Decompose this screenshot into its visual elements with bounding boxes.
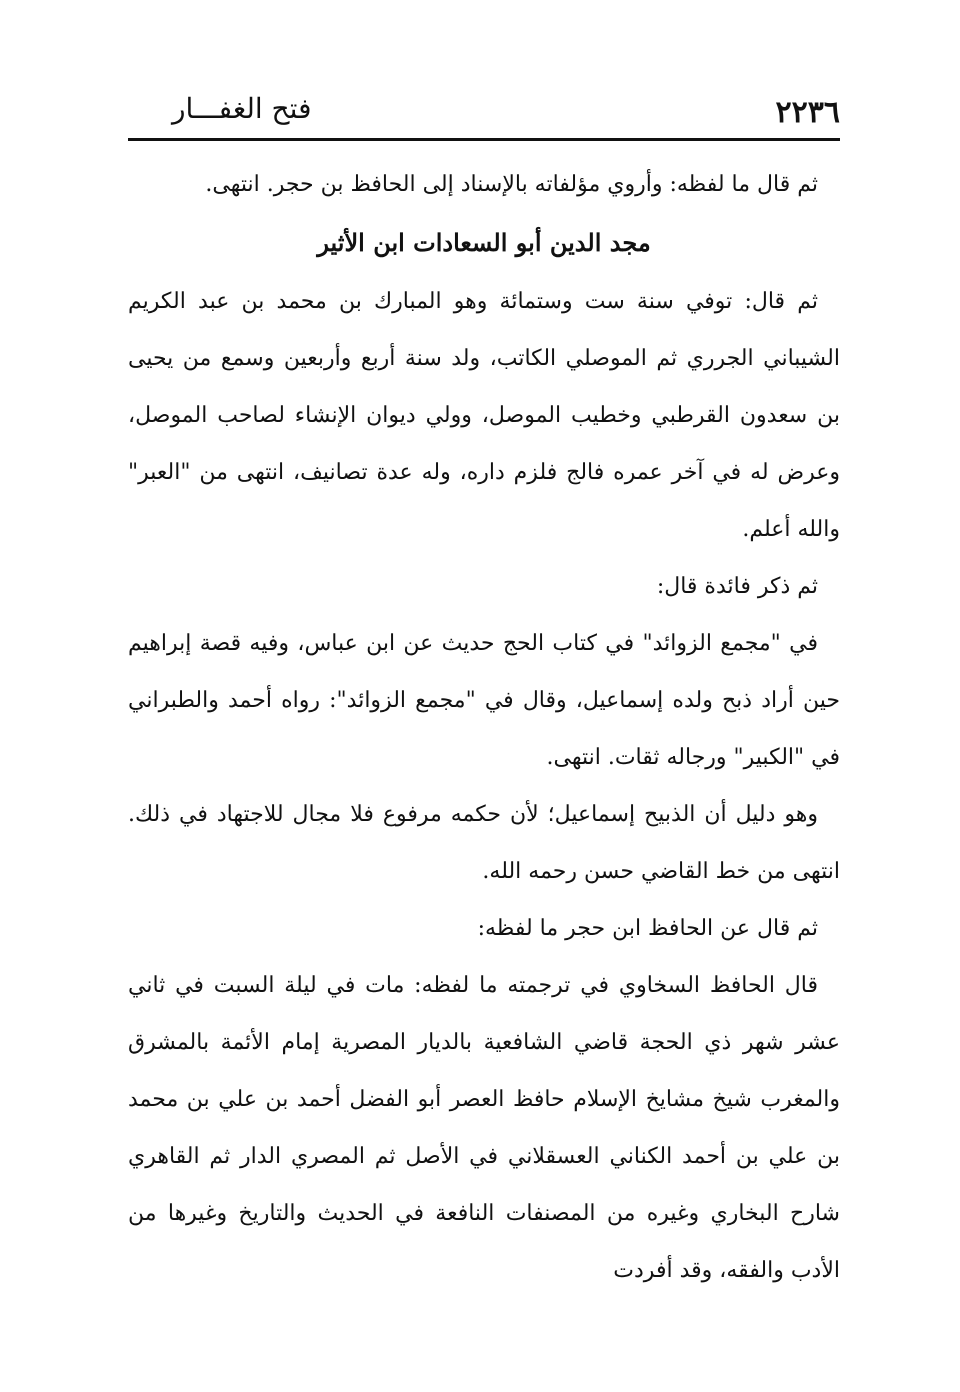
running-title: فتح الغفـــار bbox=[172, 92, 312, 125]
paragraph-sakhawi: قال الحافظ السخاوي في ترجمته ما لفظه: مات في ليلة السبت في ثاني عشر شهر ذي الحجة قاضي الشافعية بالديار المصرية إمام الأئمة بالمشرق والمغرب شيخ مشايخ الإسلام حافظ العصر أبو الفضل أحمد بن علي بن محمد بن علي بن أحمد الكناني العسقلاني في الأصل ثم المصري الدار ثم القاهري شارح البخاري وغيره من المصنفات النافعة في الحديث والتاريخ وغيرها من الأدب والفقه، وقد أفردت bbox=[128, 973, 840, 1283]
page-body bbox=[128, 156, 840, 1299]
page-number: ٢٢٣٦ bbox=[775, 95, 840, 130]
page-header bbox=[128, 92, 840, 134]
section-heading: مجد الدين أبو السعادات ابن الأثير bbox=[317, 228, 651, 257]
paragraph-majma: في "مجمع الزوائد" في كتاب الحج حديث عن ابن عباس، وفيه قصة إبراهيم حين أراد ذبح ولده إسماعيل، وقال في "مجمع الزوائد": رواه أحمد والطبراني في "الكبير" ورجاله ثقات. انتهى. bbox=[128, 631, 840, 770]
paragraph-isnad: ثم قال ما لفظه: وأروي مؤلفاته بالإسناد إلى الحافظ بن حجر. انتهى. bbox=[205, 172, 818, 197]
header-rule bbox=[128, 138, 840, 141]
paragraph-ibn-hajar-intro: ثم قال عن الحافظ ابن حجر ما لفظه: bbox=[477, 916, 818, 941]
paragraph-biography: ثم قال: توفي سنة ست وستمائة وهو المبارك بن محمد بن عبد الكريم الشيباني الجرري ثم الموصلي الكاتب، ولد سنة أربع وأربعين وسمع من يحيى بن سعدون القرطبي وخطيب الموصل، وولي ديوان الإنشاء لصاحب الموصل، وعرض له في آخر عمره فالج فلزم داره، وله عدة تصانيف، انتهى من "العبر" والله أعلم. bbox=[128, 289, 840, 542]
paragraph-faida-intro: ثم ذكر فائدة قال: bbox=[656, 574, 818, 599]
paragraph-dhabih: وهو دليل أن الذبيح إسماعيل؛ لأن حكمه مرفوع فلا مجال للاجتهاد في ذلك. انتهى من خط القاضي حسن رحمه الله. bbox=[128, 802, 840, 884]
